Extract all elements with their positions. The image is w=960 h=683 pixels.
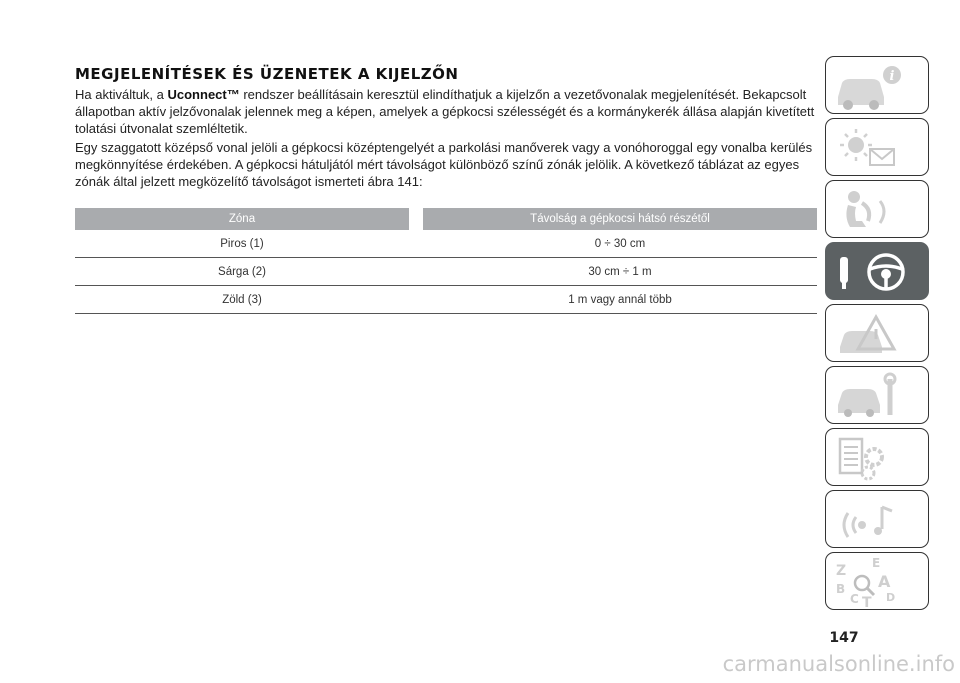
section-title: MEGJELENÍTÉSEK ÉS ÜZENETEK A KIJELZŐN — [75, 65, 459, 83]
index-letter: Z — [836, 563, 847, 579]
tab-starting-driving[interactable] — [825, 242, 929, 300]
paragraph-1-start: Ha aktiváltuk, a — [75, 87, 168, 102]
paragraph-1-end: rendszer beállításain keresztül elindíthatjuk a kijelzőn a vezetővonalak megjelenítését. Bekapcsolt állapotban aktív jelzővonalak jelennek meg a képen, amelyek a gépkocsi szélességét és a kormánykerék állása alapján kivetített tolatási útvonalat szemléltetik. — [75, 87, 815, 136]
tab-index[interactable] — [825, 552, 929, 610]
seat-airbag-icon — [826, 181, 930, 239]
tab-maintenance[interactable] — [825, 366, 929, 424]
zone-cell: Zöld (3) — [75, 286, 409, 314]
alphabetical-index-icon — [826, 553, 930, 611]
svg-text:i: i — [889, 69, 895, 84]
zone-cell: Piros (1) — [75, 230, 409, 258]
car-maintenance-icon — [826, 367, 930, 425]
index-letter: E — [872, 556, 881, 570]
zone-distance-table — [75, 208, 817, 314]
header-zone: Zóna — [75, 208, 409, 230]
tab-warning-lights[interactable] — [825, 118, 929, 176]
zone-cell: Sárga (2) — [75, 258, 409, 286]
distance-cell: 30 cm ÷ 1 m — [423, 258, 817, 286]
index-letter: A — [878, 572, 891, 591]
distance-cell: 1 m vagy annál több — [423, 286, 817, 314]
cell-gap — [409, 286, 423, 314]
tab-emergency[interactable] — [825, 304, 929, 362]
table-header-row — [75, 208, 817, 230]
table-row — [75, 258, 817, 286]
tab-car-info[interactable] — [825, 56, 929, 114]
key-steering-wheel-icon — [826, 243, 930, 301]
distance-cell: 0 ÷ 30 cm — [423, 230, 817, 258]
technical-data-icon — [826, 429, 930, 487]
tab-technical-data[interactable] — [825, 428, 929, 486]
header-distance: Távolság a gépkocsi hátsó részétől — [423, 208, 817, 230]
paragraph-2: Egy szaggatott középső vonal jelöli a gépkocsi középtengelyét a parkolási manőverek vagy a vonóhoroggal egy vonalba kerülés megkönnyítése érdekében. A gépkocsi hátuljától mért távolságot különböző színű zónák jelölik. A következő táblázat az egyes zónák által jelzett megközelítő távolságot ismerteti ábra 141: — [75, 140, 813, 189]
cell-gap — [409, 258, 423, 286]
multimedia-icon — [826, 491, 930, 549]
table-row — [75, 286, 817, 314]
tab-safety[interactable] — [825, 180, 929, 238]
cell-gap — [409, 230, 423, 258]
car-info-icon — [826, 57, 930, 115]
index-letter: T — [862, 595, 872, 611]
table-row — [75, 230, 817, 258]
paragraph-1 — [75, 86, 817, 137]
manual-content — [75, 64, 817, 314]
index-letter: B — [836, 582, 846, 596]
index-letter: D — [886, 591, 896, 604]
uconnect-brand: Uconnect™ — [167, 87, 240, 102]
warning-lights-message-icon — [826, 119, 930, 177]
index-letter: C — [850, 592, 859, 606]
watermark: carmanualsonline.info — [722, 652, 955, 676]
header-gap — [409, 208, 423, 230]
tab-multimedia[interactable] — [825, 490, 929, 548]
page-number: 147 — [829, 630, 859, 646]
emergency-car-icon — [826, 305, 930, 363]
